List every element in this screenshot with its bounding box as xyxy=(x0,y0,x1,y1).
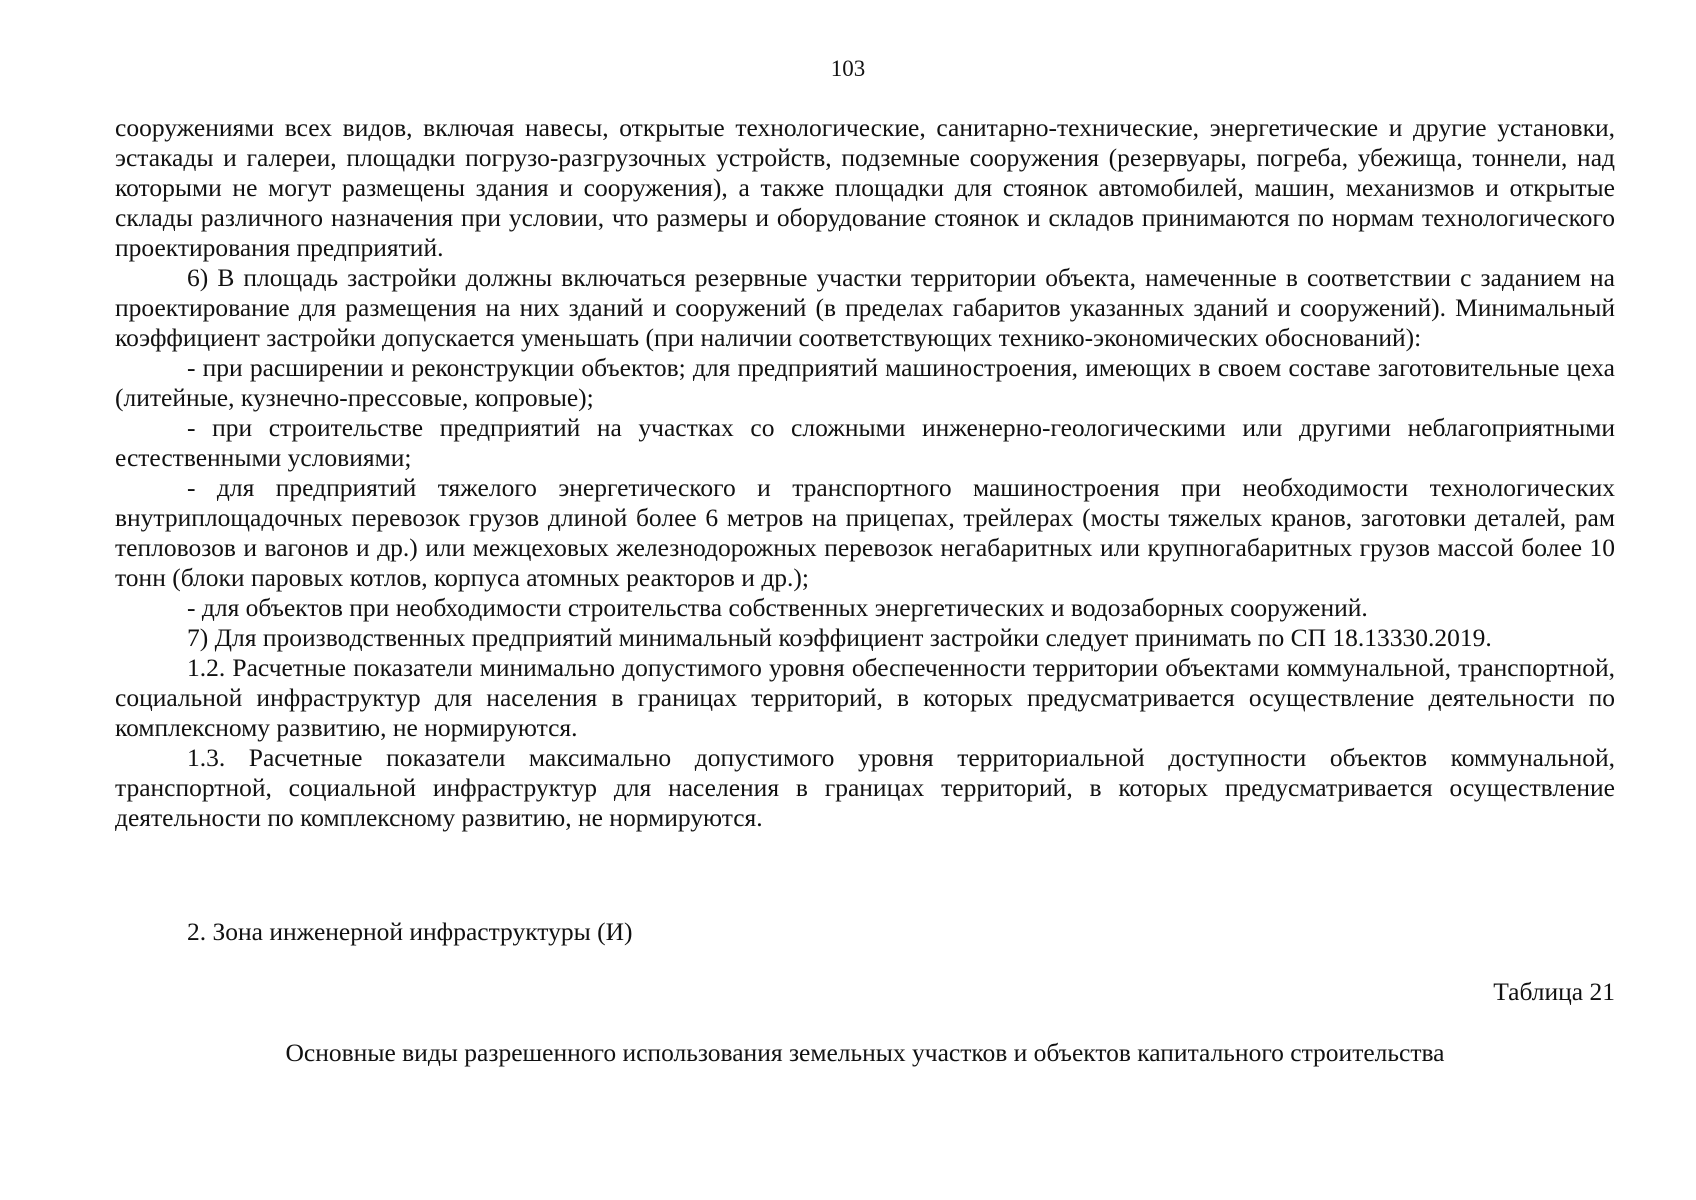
list-item-own-facilities: - для объектов при необходимости строительства собственных энергетических и водозаборных сооружений. xyxy=(187,593,1368,622)
paragraph-item-6: 6) В площадь застройки должны включаться резервные участки территории объекта, намеченные в соответствии с заданием на проектирование для размещения на них зданий и сооружений (в пределах габаритов указанных зданий и сооружений). Минимальный коэффициент застройки допускается уменьшать (при наличии соответствующих технико-экономических обоснований): xyxy=(115,263,1615,352)
section-heading: 2. Зона инженерной инфраструктуры (И) xyxy=(187,917,633,946)
list-item-reconstruction: - при расширении и реконструкции объектов; для предприятий машиностроения, имеющих в своем составе заготовительные цеха (литейные, кузнечно-прессовые, копровые); xyxy=(115,353,1615,412)
paragraph-1-2: 1.2. Расчетные показатели минимально допустимого уровня обеспеченности территории объектами коммунальной, транспортной, социальной инфраструктур для населения в границах территорий, в которых предусматривается осуществление деятельности по комплексному развитию, не нормируются. xyxy=(115,653,1615,742)
list-item-heavy-machinery: - для предприятий тяжелого энергетического и транспортного машиностроения при необходимости технологических внутриплощадочных перевозок грузов длиной более 6 метров на прицепах, трейлерах (мосты тяжелых кранов, заготовки деталей, рам тепловозов и вагонов и др.) или межцеховых железнодорожных перевозок негабаритных или крупногабаритных грузов массой более 10 тонн (блоки паровых котлов, корпуса атомных реакторов и др.); xyxy=(115,473,1615,592)
paragraph-item-7: 7) Для производственных предприятий минимальный коэффициент застройки следует принимать по СП 18.13330.2019. xyxy=(187,623,1492,652)
body-text xyxy=(115,113,1615,833)
paragraph-continuation: сооружениями всех видов, включая навесы, открытые технологические, санитарно-технические, энергетические и другие установки, эстакады и галереи, площадки погрузо-разгрузочных устройств, подземные сооружения (резервуары, погреба, убежища, тоннели, над которыми не могут размещены здания и сооружения), а также площадки для стоянок автомобилей, машин, механизмов и открытые склады различного назначения при условии, что размеры и оборудование стоянок и складов принимаются по нормам технологического проектирования предприятий. xyxy=(115,113,1615,262)
table-label: Таблица 21 xyxy=(1493,977,1615,1006)
list-item-difficult-sites: - при строительстве предприятий на участках со сложными инженерно-геологическими или другими неблагоприятными естественными условиями; xyxy=(115,413,1615,472)
page-number: 103 xyxy=(830,56,866,81)
paragraph-1-3: 1.3. Расчетные показатели максимально допустимого уровня территориальной доступности объектов коммунальной, транспортной, социальной инфраструктур для населения в границах территорий, в которых предусматривается осуществление деятельности по комплексному развитию, не нормируются. xyxy=(115,743,1615,832)
table-title: Основные виды разрешенного использования земельных участков и объектов капитального строительства xyxy=(285,1038,1445,1067)
